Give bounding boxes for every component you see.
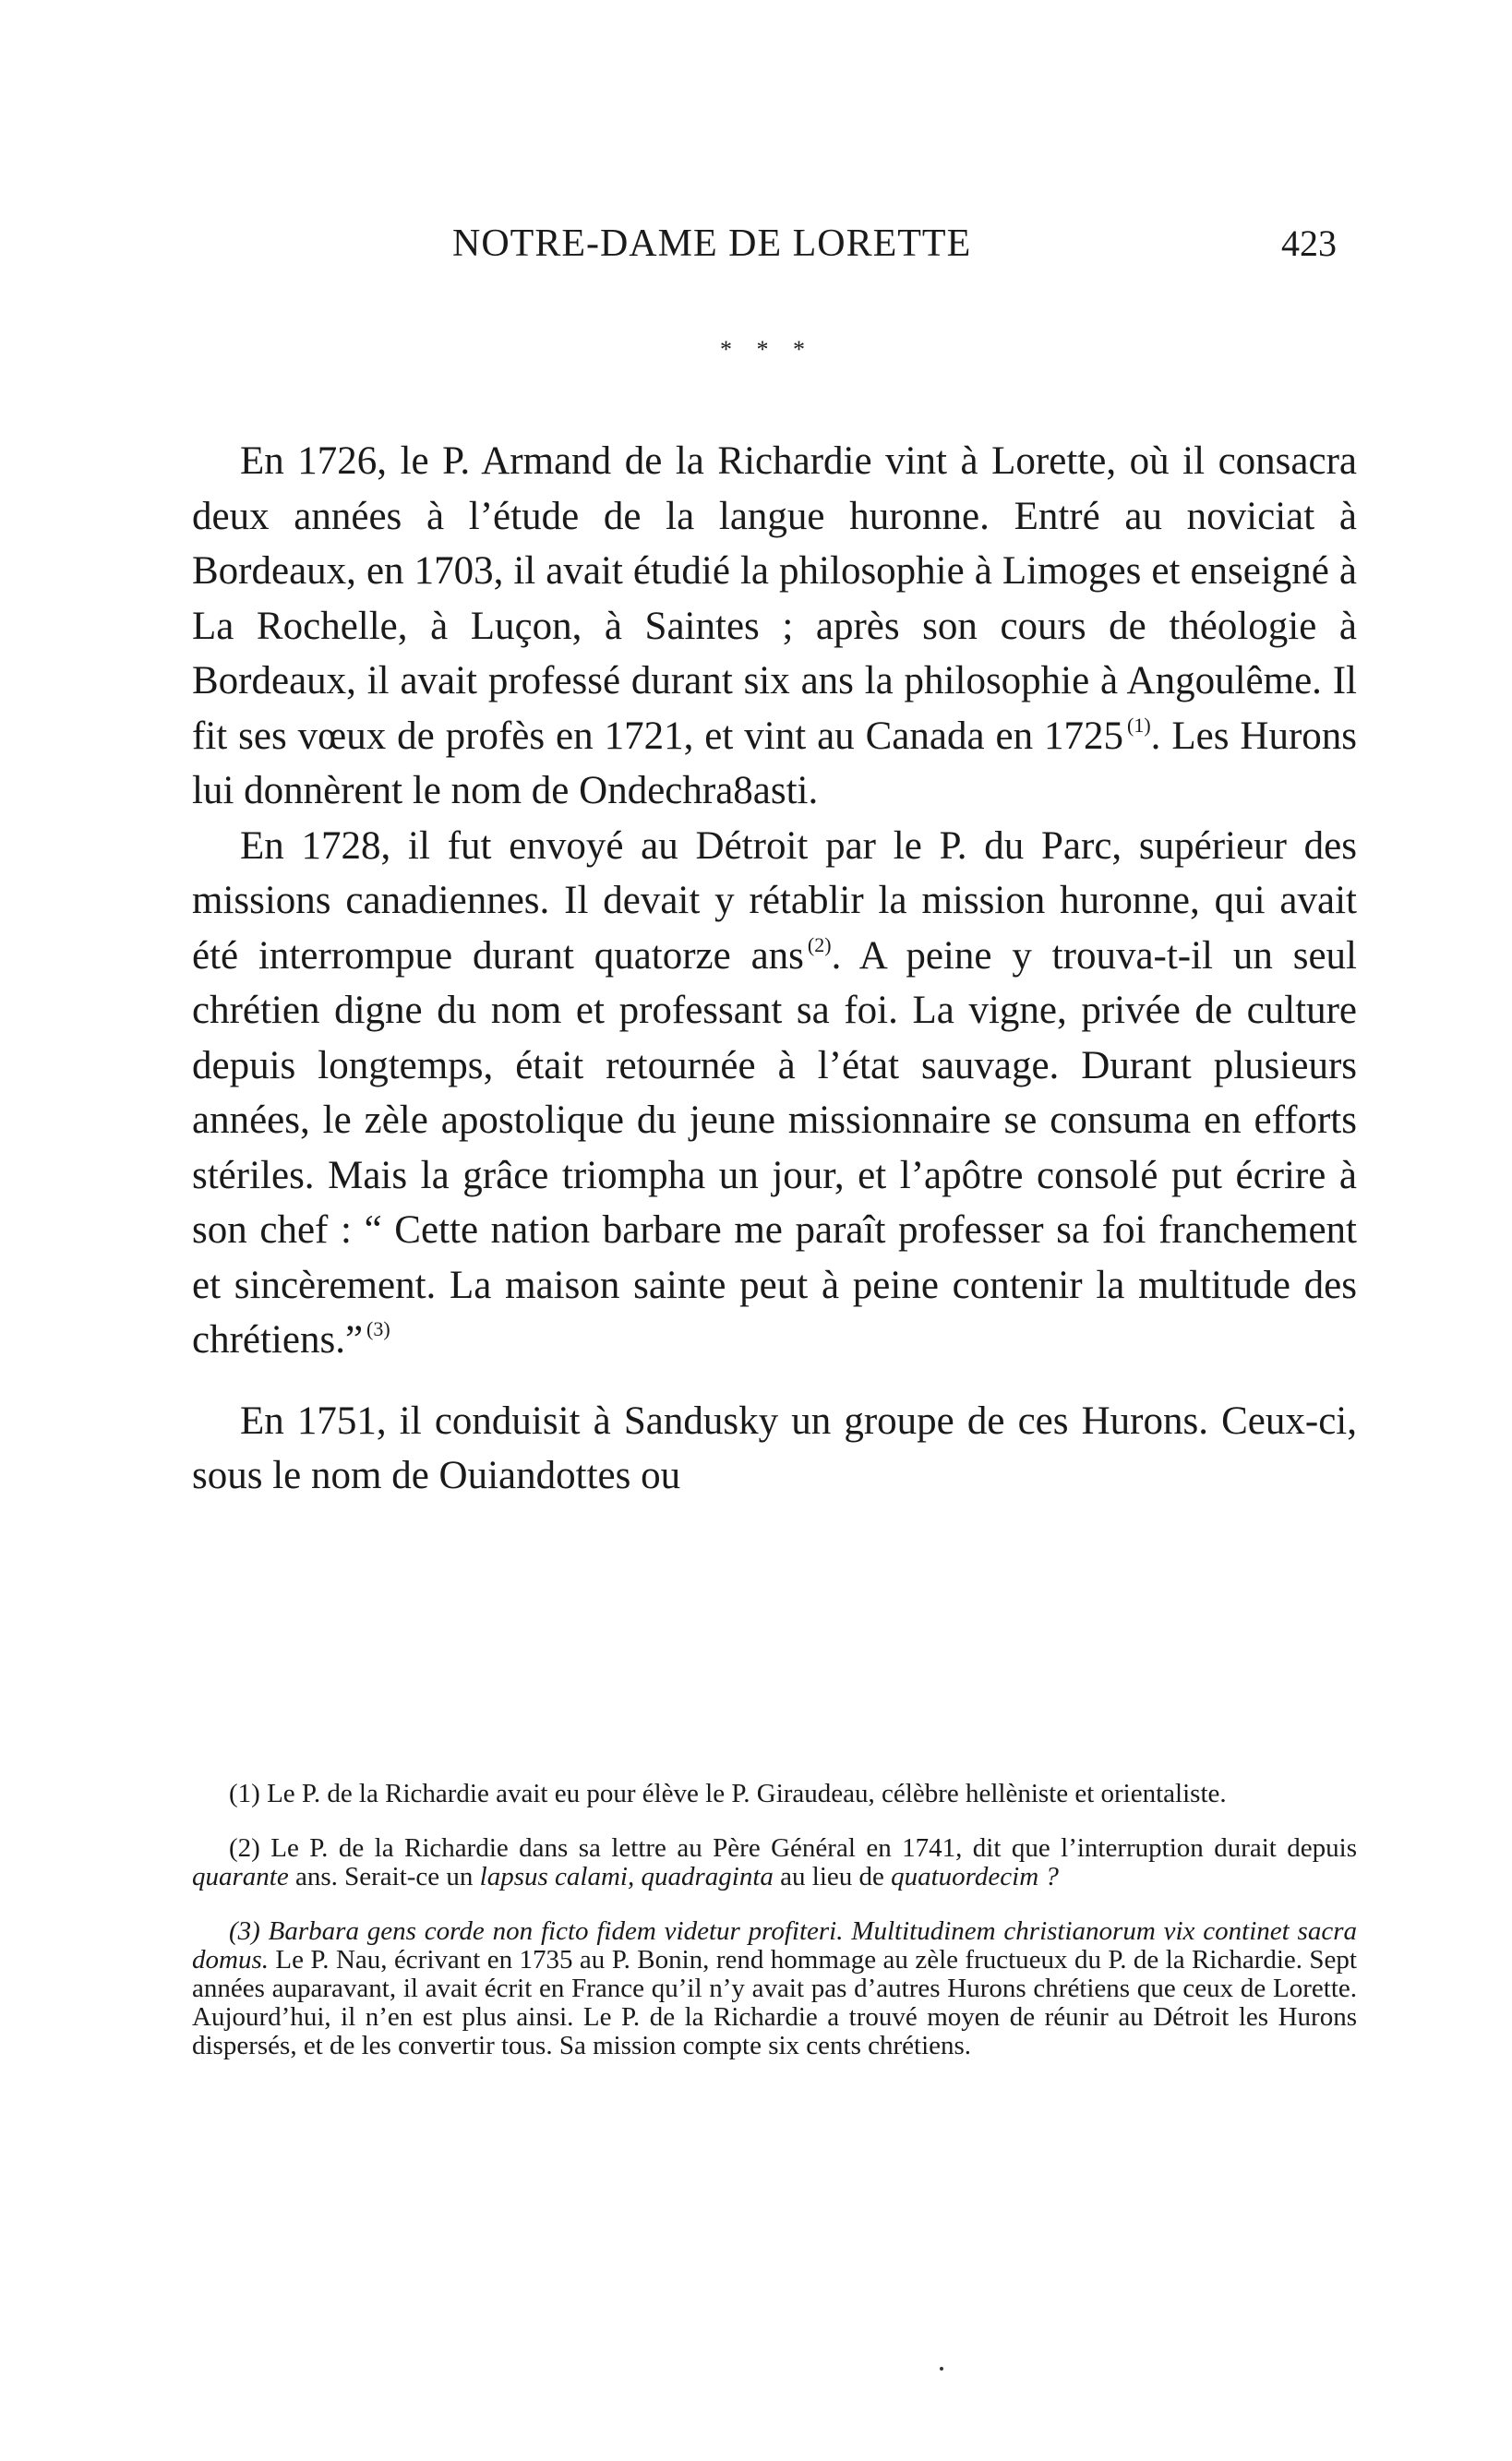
footnote-2-italic-1: quarante (192, 1862, 289, 1891)
footnotes (192, 1780, 1357, 2086)
footnote-ref-1: (1) (1127, 713, 1151, 737)
paragraph-1-tail: . Les Hurons lui donnèrent le nom de Ondechra8asti. (192, 714, 1357, 812)
footnote-2 (192, 1834, 1357, 1891)
footnote-2-part-c: au lieu de (773, 1862, 892, 1891)
footnote-2-part-b: ans. Serait-ce un (288, 1862, 480, 1891)
footnote-1-text: (1) Le P. de la Richardie avait eu pour élève le P. Giraudeau, célèbre hellèniste et orientaliste. (229, 1779, 1227, 1808)
page-number: 423 (1281, 222, 1337, 264)
paragraph-3-text: En 1751, il conduisit à Sandusky un groupe de ces Hurons. Ceux-ci, sous le nom de Ouiandottes ou (192, 1399, 1357, 1497)
footnote-2-italic-3: quatuordecim ? (891, 1862, 1059, 1891)
footnote-ref-3: (3) (366, 1317, 390, 1340)
body-text (192, 434, 1357, 1504)
paragraph-2-tail: . A peine y trouva-t-il un seul chrétien digne du nom et professant sa foi. La vigne, privée de culture depuis longtemps, était retournée à l’état sauvage. Durant plusieurs années, le zèle apostolique du jeune missionnaire se consuma en efforts stériles. Mais la grâce triompha un jour, et l’apôtre consolé put écrire à son chef : “ Cette nation barbare me paraît professer sa foi franchement et sincèrement. La maison sainte peut à peine contenir la multitude des chrétiens.” (192, 933, 1357, 1362)
paragraph-3 (192, 1394, 1357, 1504)
paragraph-1 (192, 434, 1357, 819)
footnote-3-text: Le P. Nau, écrivant en 1735 au P. Bonin, rend hommage au zèle fructueux du P. de la Richardie. Sept années auparavant, il avait écrit en France qu’il n’y avait pas d’autres Hurons chrétiens que ceux de Lorette. Aujourd’hui, il n’en est plus ainsi. Le P. de la Richardie a trouvé moyen de réunir au Détroit les Hurons dispersés, et de les convertir tous. Sa mission compte six cents chrétiens. (192, 1945, 1357, 2060)
footnote-2-part-a: (2) Le P. de la Richardie dans sa lettre au Père Général en 1741, dit que l’interruption durait depuis (229, 1833, 1357, 1863)
footnote-ref-2: (2) (807, 932, 832, 956)
print-speck (940, 2367, 943, 2371)
running-title: NOTRE-DAME DE LORETTE (452, 222, 972, 265)
paragraph-2-text: En 1728, il fut envoyé au Détroit par le P. du Parc, supérieur des missions canadiennes. Il devait y rétablir la mission huronne, qui avait été interrompue durant quatorze ans (192, 823, 1357, 978)
paragraph-2 (192, 819, 1357, 1368)
footnote-3 (192, 1917, 1357, 2060)
section-ornament: * * * (720, 336, 814, 363)
paragraph-1-text: En 1726, le P. Armand de la Richardie vint à Lorette, où il consacra deux années à l’étude de la langue huronne. Entré au noviciat à Bordeaux, en 1703, il avait étudié la philosophie à Limoges et enseigné à La Rochelle, à Luçon, à Saintes ; après son cours de théologie à Bordeaux, il avait professé durant six ans la philosophie à Angoulême. Il fit ses vœux de profès en 1721, et vint au Canada en 1725 (192, 439, 1357, 758)
footnote-1 (192, 1780, 1357, 1808)
footnote-2-italic-2: lapsus calami, quadraginta (479, 1862, 774, 1891)
footnote-3-latin-quote: (3) Barbara gens corde non ficto fidem videtur profiteri. Multitudinem christianorum vix continet sacra domus. (192, 1916, 1357, 1975)
running-head (0, 222, 1512, 277)
